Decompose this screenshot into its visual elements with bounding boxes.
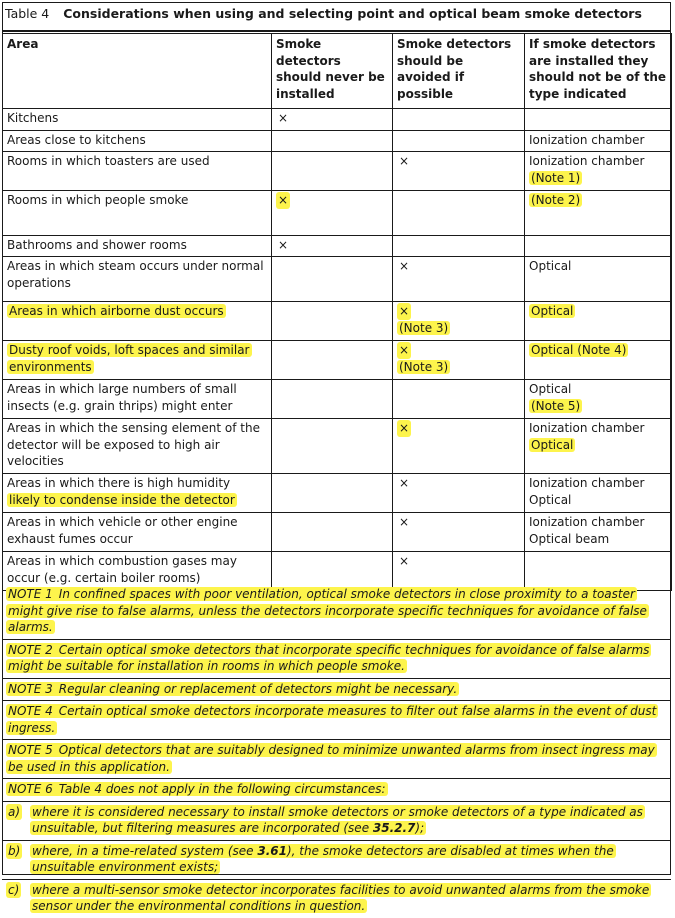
never-cell: [272, 152, 393, 191]
cross-mark: ×: [399, 304, 410, 318]
never-cell: [272, 236, 393, 257]
note-ref: (Note 1): [531, 170, 581, 185]
type-text: Optical (Note 4): [531, 343, 627, 357]
avoid-cell: [393, 513, 525, 552]
never-cell: [272, 419, 393, 474]
area-text: likely to condense inside the detector: [9, 492, 235, 507]
cross-mark: ×: [399, 259, 410, 273]
header-area: Area: [3, 34, 272, 109]
avoid-cell: [393, 191, 525, 236]
note-item-c: [2, 880, 671, 918]
avoid-cell: [393, 302, 525, 341]
area-cell: Areas in which vehicle or other engine exhaust fumes occur: [3, 513, 272, 552]
type-cell: [525, 380, 672, 419]
note-label: NOTE 6: [8, 782, 53, 796]
header-never: Smoke detectors should never be installed: [272, 34, 393, 109]
area-cell: Areas in which combustion gases may occur (e.g. certain boiler rooms): [3, 552, 272, 591]
type-line: Optical: [529, 382, 572, 396]
type-line: Ionization chamber: [529, 154, 645, 168]
note-item-a: [2, 802, 671, 841]
cross-mark: ×: [278, 111, 289, 125]
note-1: [2, 584, 671, 640]
table-row: [3, 419, 672, 474]
cross-mark: ×: [399, 343, 410, 357]
item-text: where, in a time-related system (see: [32, 843, 258, 858]
avoid-cell: [393, 380, 525, 419]
table-row: [3, 191, 672, 236]
avoid-cell: [393, 131, 525, 152]
cross-mark: ×: [399, 515, 410, 529]
type-cell: [525, 513, 672, 552]
area-cell: [3, 302, 272, 341]
item-text-end: ), the smoke detectors are disabled at times when the unsuitable environment exists;: [32, 843, 614, 874]
caption-rule: [2, 30, 671, 32]
type-line: Ionization chamber: [529, 421, 645, 435]
table-title: Considerations when using and selecting point and optical beam smoke detectors: [63, 6, 642, 21]
note-ref: (Note 3): [399, 359, 449, 374]
area-text: Areas in which airborne dust occurs: [9, 304, 224, 318]
type-text: Optical: [531, 437, 574, 452]
cross-mark: ×: [278, 238, 289, 252]
type-cell: [525, 236, 672, 257]
note-text: Optical detectors that are suitably designed to minimize unwanted alarms from insect ingress may be used in this application.: [8, 743, 655, 774]
table-row: [3, 236, 672, 257]
table-row: [3, 302, 672, 341]
clause-ref: 3.61: [257, 843, 287, 858]
type-text: Optical: [531, 304, 574, 318]
area-cell: Rooms in which people smoke: [3, 191, 272, 236]
header-type: If smoke detectors are installed they should not be of the type indicated: [525, 34, 672, 109]
area-cell: Rooms in which toasters are used: [3, 152, 272, 191]
avoid-cell: [393, 257, 525, 302]
never-cell: [272, 131, 393, 152]
notes-section: [2, 584, 671, 918]
note-label: NOTE 1: [8, 587, 53, 601]
type-line: Ionization chamber: [529, 476, 645, 490]
area-cell: [3, 341, 272, 380]
table-row: [3, 474, 672, 513]
header-row: [3, 34, 672, 109]
area-cell: Areas in which large numbers of small insects (e.g. grain thrips) might enter: [3, 380, 272, 419]
type-cell: [525, 341, 672, 380]
type-cell: [525, 191, 672, 236]
note-5: [2, 740, 671, 779]
table-row: [3, 341, 672, 380]
note-item-b: [2, 841, 671, 880]
cross-mark: ×: [399, 554, 410, 568]
table-row: [3, 152, 672, 191]
type-cell: Ionization chamber: [525, 131, 672, 152]
note-text: Certain optical smoke detectors incorporate measures to filter out false alarms in the event of dust ingress.: [8, 704, 657, 735]
avoid-cell: [393, 236, 525, 257]
type-cell: [525, 302, 672, 341]
area-line: Areas in which there is high humidity: [7, 476, 231, 490]
never-cell: [272, 302, 393, 341]
note-label: NOTE 5: [8, 743, 53, 757]
type-cell: [525, 419, 672, 474]
never-cell: [272, 380, 393, 419]
note-3: [2, 679, 671, 702]
note-ref: (Note 3): [399, 320, 449, 335]
type-cell: Optical: [525, 257, 672, 302]
cross-mark: ×: [399, 154, 410, 168]
table-number: Table 4: [5, 6, 50, 21]
note-4: [2, 701, 671, 740]
area-cell: Areas in which steam occurs under normal operations: [3, 257, 272, 302]
type-line: Optical beam: [529, 531, 610, 546]
area-cell: Bathrooms and shower rooms: [3, 236, 272, 257]
note-ref: (Note 5): [531, 398, 581, 413]
considerations-table: [2, 33, 672, 591]
area-text: Dusty roof voids, loft spaces and similar environments: [9, 343, 250, 374]
note-label: NOTE 2: [8, 642, 53, 657]
table-row: [3, 257, 672, 302]
never-cell: [272, 474, 393, 513]
cross-mark: ×: [399, 476, 410, 490]
never-cell: [272, 513, 393, 552]
avoid-cell: [393, 341, 525, 380]
note-6: [2, 779, 671, 802]
item-label: a): [8, 804, 21, 819]
avoid-cell: [393, 419, 525, 474]
type-line: Optical: [529, 492, 572, 507]
never-cell: [272, 257, 393, 302]
note-2: [2, 640, 671, 679]
area-cell: [3, 474, 272, 513]
note-text: Certain optical smoke detectors that incorporate specific techniques for avoidance of false alarms might be suitable for installation in rooms in which people smoke.: [8, 642, 650, 673]
type-line: Ionization chamber: [529, 515, 645, 529]
avoid-cell: [393, 474, 525, 513]
table-row: [3, 513, 672, 552]
area-cell: Areas close to kitchens: [3, 131, 272, 152]
cross-mark: ×: [399, 421, 410, 435]
avoid-cell: [393, 109, 525, 131]
table-row: [3, 131, 672, 152]
item-label: b): [8, 843, 21, 858]
area-cell: Kitchens: [3, 109, 272, 131]
clause-ref: 35.2.7: [372, 821, 416, 835]
never-cell: [272, 191, 393, 236]
item-text: where a multi-sensor smoke detector incorporates facilities to avoid unwanted alarms from the smoke sensor under the environmental conditions in question.: [32, 882, 650, 913]
note-text: Table 4 does not apply in the following circumstances:: [58, 782, 386, 796]
table-row: [3, 380, 672, 419]
item-text-end: );: [415, 821, 425, 835]
type-cell: [525, 474, 672, 513]
item-text: where it is considered necessary to install smoke detectors or smoke detectors of a type indicated as unsuitable, but filtering measures are incorporated (see: [32, 804, 643, 835]
note-label: NOTE 3: [8, 681, 53, 696]
note-ref: (Note 2): [531, 193, 581, 207]
avoid-cell: [393, 152, 525, 191]
never-cell: [272, 341, 393, 380]
never-cell: [272, 109, 393, 131]
note-label: NOTE 4: [8, 704, 53, 718]
area-cell: Areas in which the sensing element of the detector will be exposed to high air velocities: [3, 419, 272, 474]
table-caption: [5, 6, 642, 21]
type-cell: [525, 109, 672, 131]
cross-mark: ×: [278, 193, 289, 207]
type-cell: [525, 152, 672, 191]
table-row: [3, 109, 672, 131]
item-label: c): [8, 882, 20, 897]
note-text: In confined spaces with poor ventilation, optical smoke detectors in close proximity to a toaster might give rise to false alarms, unless the detectors incorporate specific techniques for avoidance of false alarms.: [8, 587, 647, 634]
header-avoid: Smoke detectors should be avoided if possible: [393, 34, 525, 109]
note-text: Regular cleaning or replacement of detectors might be necessary.: [58, 681, 458, 696]
